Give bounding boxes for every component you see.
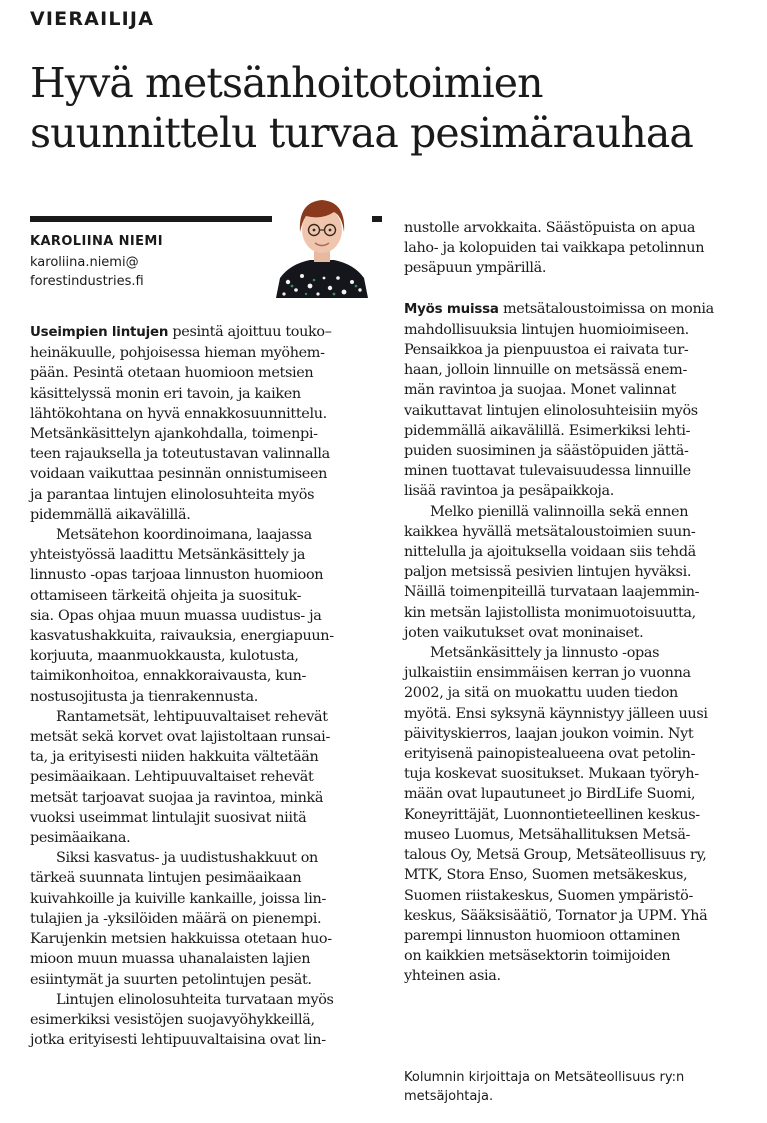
text-line: jotka erityisesti lehtipuuvaltaisina ovat lin- bbox=[30, 1032, 326, 1049]
text-line: paljon metsissä pesivien lintujen hyväksi. bbox=[404, 564, 692, 581]
text-line: linnusto -opas tarjoaa linnuston huomioon bbox=[30, 567, 324, 584]
headline-line: Hyvä metsänhoitotoimien bbox=[30, 59, 543, 107]
paragraph-lead: Useimpien lintujen bbox=[30, 325, 169, 340]
text-line: keskus, Sääksisäätiö, Tornator ja UPM. Yhä bbox=[404, 907, 708, 924]
text-line: teen rajauksella ja toteutustavan valinnalla bbox=[30, 446, 330, 463]
text-line: Useimpien lintujen pesintä ajoittuu touko– bbox=[30, 324, 332, 340]
text-line: heinäkuulle, pohjoisessa hieman myöhem- bbox=[30, 345, 325, 362]
text-line: esiintymät ja suurten petolintujen pesät. bbox=[30, 971, 312, 988]
text-line: mahdollisuuksia lintujen huomioimiseen. bbox=[404, 321, 689, 338]
text-line: Pensaikkoa ja pienpuustoa ei raivata tur- bbox=[404, 342, 689, 359]
paragraph-gap bbox=[404, 279, 762, 299]
text-line: ja parantaa lintujen elinolosuhteita myös bbox=[30, 486, 315, 503]
text-line: puiden suosiminen ja säästöpuiden jättä- bbox=[404, 443, 689, 460]
text-line: pesäpuun ympärillä. bbox=[404, 260, 547, 277]
author-email-line: karoliina.niemi@ bbox=[30, 255, 139, 270]
text-line: on kaikkien metsäsektorin toimijoiden bbox=[404, 948, 671, 965]
text-line: Metsänkäsittelyn ajankohdalla, toimenpi- bbox=[30, 426, 318, 443]
text-line: metsät sekä korvet ovat lajistoltaan runsai- bbox=[30, 729, 330, 746]
text-line: kuivahkoille ja kuiville kankaille, joissa lin- bbox=[30, 890, 326, 907]
text-line: kasvatushakkuita, raivauksia, energiapuun- bbox=[30, 628, 334, 645]
article-column-right bbox=[404, 218, 762, 987]
text-line: nustolle arvokkaita. Säästöpuista on apua bbox=[404, 220, 696, 236]
text-line: MTK, Stora Enso, Suomen metsäkeskus, bbox=[404, 867, 688, 884]
author-portrait bbox=[272, 190, 372, 298]
text-line: laho- ja kolopuiden tai vaikkapa petolinnun bbox=[404, 240, 705, 257]
text-line: pidemmällä aikavälillä. Esimerkiksi lehti- bbox=[404, 422, 691, 439]
text-line: museo Luomus, Metsähallituksen Metsä- bbox=[404, 826, 691, 843]
author-name: KAROLIINA NIEMI bbox=[30, 234, 163, 249]
text-line: mioon muun muassa uhanalaisten lajien bbox=[30, 951, 311, 968]
text-line: sia. Opas ohjaa muun muassa uudistus- ja bbox=[30, 607, 322, 624]
headline bbox=[30, 58, 760, 158]
text-line: 2002, ja sitä on muokattu uuden tiedon bbox=[404, 685, 678, 702]
text-line: Suomen riistakeskus, Suomen ympäristö- bbox=[404, 887, 694, 904]
text-line: män ravintoa ja suojaa. Monet valinnat bbox=[404, 382, 676, 399]
text-line: pesimäaikana. bbox=[30, 830, 131, 847]
text-line: nostusojitusta ja tienrakennusta. bbox=[30, 688, 258, 705]
text-line: Karujenkin metsien hakkuissa otetaan huo- bbox=[30, 931, 332, 948]
text-line: yhteistyössä laadittu Metsänkäsittely ja bbox=[30, 547, 306, 564]
footnote-line: metsäjohtaja. bbox=[404, 1089, 494, 1104]
text-line: tärkeä suunnata lintujen pesimäaikaan bbox=[30, 870, 302, 887]
text-line: korjuuta, maanmuokkausta, kulotusta, bbox=[30, 648, 299, 665]
text-line: Rantametsät, lehtipuuvaltaiset rehevät bbox=[56, 708, 328, 725]
text-line: Näillä toimenpiteillä turvataan laajemmin- bbox=[404, 584, 700, 601]
text-line: Lintujen elinolosuhteita turvataan myös bbox=[56, 991, 334, 1008]
text-line: pidemmällä aikavälillä. bbox=[30, 506, 191, 523]
text-line: tuja koskevat suositukset. Mukaan työryh- bbox=[404, 766, 699, 783]
text-line: lisää ravintoa ja pesäpaikkoja. bbox=[404, 483, 614, 500]
text-line: yhteinen asia. bbox=[404, 968, 501, 985]
text-line: julkaistiin ensimmäisen kerran jo vuonna bbox=[404, 665, 691, 682]
text-line: lähtökohtana on hyvä ennakkosuunnittelu. bbox=[30, 405, 327, 422]
footnote-line: Kolumnin kirjoittaja on Metsäteollisuus ry:n bbox=[404, 1070, 685, 1085]
headline-line: suunnittelu turvaa pesimärauhaa bbox=[30, 109, 693, 157]
text-line: taimikonhoitoa, ennakkoraivausta, kun- bbox=[30, 668, 307, 685]
text-line: päivityskierros, laajan joukon voimin. Nyt bbox=[404, 725, 694, 742]
paragraph-lead: Myös muissa bbox=[404, 301, 499, 317]
text-line: Metsänkäsittely ja linnusto -opas bbox=[430, 645, 660, 662]
text-line: Metsätehon koordinoimana, laajassa bbox=[56, 527, 312, 544]
text-line: Myös muissa metsätaloustoimissa on monia bbox=[404, 300, 714, 317]
text-line: minen tuottavat tulevaisuudessa linnuille bbox=[404, 463, 691, 480]
text-line: mään ovat lupautuneet jo BirdLife Suomi, bbox=[404, 786, 696, 803]
text-line: pään. Pesintä otetaan huomioon metsien bbox=[30, 365, 314, 382]
text-line: esimerkiksi vesistöjen suojavyöhykkeillä, bbox=[30, 1011, 315, 1028]
text-line: haan, jolloin linnuille on metsässä enem- bbox=[404, 362, 687, 379]
author-email[interactable] bbox=[30, 253, 144, 291]
text-line: käsittelyssä monin eri tavoin, ja kaiken bbox=[30, 385, 301, 402]
text-line: joten vaikutukset ovat moninaiset. bbox=[404, 624, 644, 641]
text-line: pesimäaikaan. Lehtipuuvaltaiset rehevät bbox=[30, 769, 314, 786]
text-line: Koneyrittäjät, Luonnontieteellinen keskus- bbox=[404, 806, 700, 823]
text-line: kaikkea hyvällä metsätaloustoimien suun- bbox=[404, 523, 696, 540]
text-line: kin metsän lajistollista monimuotoisuutta, bbox=[404, 604, 696, 621]
text-line: ottamiseen tärkeitä ohjeita ja suosituk- bbox=[30, 587, 302, 604]
text-line: Siksi kasvatus- ja uudistushakkuut on bbox=[56, 850, 318, 867]
text-line: vaikuttavat lintujen elinolosuhteisiin myös bbox=[404, 402, 698, 419]
text-line: erityisenä painopistealueena ovat petolin- bbox=[404, 746, 696, 763]
section-label: VIERAILIJA bbox=[30, 8, 155, 30]
text-line: parempi linnuston huomioon ottaminen bbox=[404, 927, 681, 944]
text-line: talous Oy, Metsä Group, Metsäteollisuus ry, bbox=[404, 847, 707, 864]
text-line: vuoksi useimmat lintulajit suosivat niitä bbox=[30, 809, 307, 826]
text-line: Melko pienillä valinnoilla sekä ennen bbox=[430, 503, 689, 520]
text-line: nittelulla ja ajoituksella voidaan siis tehdä bbox=[404, 544, 696, 561]
article-column-left bbox=[30, 322, 388, 1050]
author-email-line: forestindustries.fi bbox=[30, 274, 144, 289]
text-line: ta, ja erityisesti niiden hakkuita vältetään bbox=[30, 749, 319, 766]
author-footnote bbox=[404, 1068, 762, 1106]
text-line: metsät tarjoavat suojaa ja ravintoa, minkä bbox=[30, 789, 324, 806]
text-line: tulajien ja -yksilöiden määrä on pienempi. bbox=[30, 910, 322, 927]
text-line: voidaan vaikuttaa pesinnän onnistumiseen bbox=[30, 466, 328, 483]
text-line: myötä. Ensi syksynä käynnistyy jälleen uusi bbox=[404, 705, 708, 722]
